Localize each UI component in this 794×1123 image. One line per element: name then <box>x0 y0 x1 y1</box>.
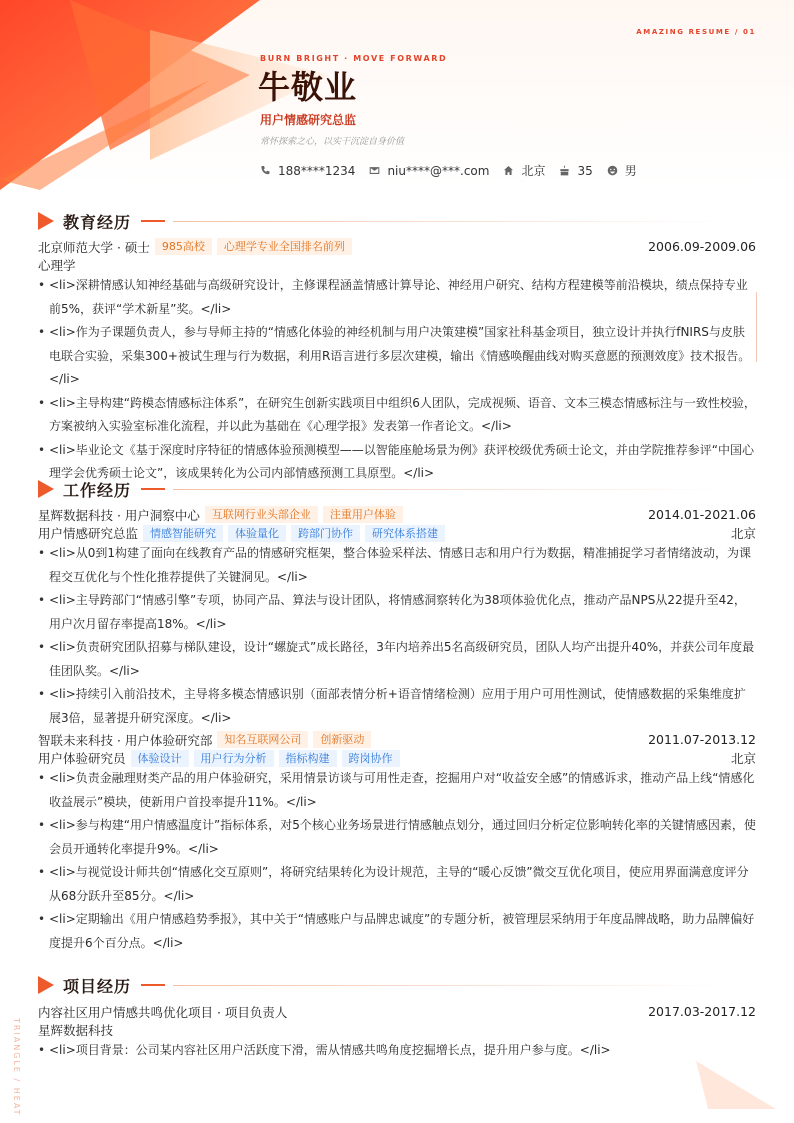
age-text: 35 <box>577 163 593 178</box>
phone-text: 188****1234 <box>278 163 356 178</box>
major-line <box>38 256 756 274</box>
major: 心理学 <box>38 258 76 273</box>
triangle-icon <box>38 976 54 994</box>
title-dash <box>141 488 165 490</box>
project-entry-header <box>38 1002 756 1021</box>
gender-text: 男 <box>624 164 637 178</box>
project-bullets <box>38 1039 756 1063</box>
mail-icon <box>369 165 380 176</box>
list-item: • <li>与视觉设计师共创“情感化交互原则”，将研究结果转化为设计规范，主导的“暖心反馈”微交互优化项目，使应用界面满意度评分从68分跃升至85分。</li> <box>38 861 756 908</box>
list-item: • <li>主导构建“跨模态情感标注体系”，在研究生创新实践项目中组织6人团队，完成视频、语音、文本三模态情感标注与一致性校验，方案被纳入实验室标准化流程，并以此为基础在《心理学报》发表第一作者论文。</li> <box>38 392 756 439</box>
list-item: • <li>从0到1构建了面向在线教育产品的情感研究框架，整合体验采样法、情感日志和用户行为数据，精准捕捉学习者情绪波动，为课程交互优化与个性化推荐提供了关键洞见。</li> <box>38 542 756 589</box>
side-label: TRIANGLE / HEAT <box>12 1018 21 1117</box>
skill-tag: 用户行为分析 <box>194 750 274 767</box>
section-title: 项目经历 <box>63 976 132 996</box>
list-item: • <li>持续引入前沿技术，主导将多模态情感识别（面部表情分析+语音情绪检测）应用于用户可用性测试，使情感数据的采集维度扩展3倍，显著提升研究深度。</li> <box>38 683 756 730</box>
contact-email <box>369 164 489 178</box>
role-line <box>38 749 756 767</box>
date-range: 2017.03-2017.12 <box>648 1004 756 1019</box>
contact-phone <box>260 164 355 178</box>
list-item: • <li>项目背景：公司某内容社区用户活跃度下滑，需从情感共鸣角度挖掘增长点，提升用户参与度。</li> <box>38 1039 756 1063</box>
title-dash <box>141 984 165 986</box>
contact-list <box>260 162 651 179</box>
cake-icon <box>559 165 570 176</box>
list-item: • <li>主导跨部门“情感引擎”专项，协同产品、算法与设计团队，将情感洞察转化为38项体验优化点，推动产品NPS从22提升至42，用户次月留存率提高18%。</li> <box>38 589 756 636</box>
project-section <box>38 975 756 1063</box>
company-tag: 创新驱动 <box>313 731 371 748</box>
skill-tag: 跨部门协作 <box>291 525 360 542</box>
list-item: • <li>深耕情感认知神经基础与高级研究设计，主修课程涵盖情感计算导论、神经用户研究、结构方程建模等前沿模块，绩点保持专业前5%，获评“学术新星”奖。</li> <box>38 274 756 321</box>
skill-tag: 跨岗协作 <box>342 750 400 767</box>
education-bullets <box>38 274 756 486</box>
city-text: 北京 <box>521 164 546 178</box>
role-title: 用户情感研究总监 <box>38 526 139 541</box>
list-item: • <li>定期输出《用户情感趋势季报》，其中关于“情感账户与品牌忠诚度”的专题分析，被管理层采纳用于年度品牌战略，助力品牌偏好度提升6个百分点。</li> <box>38 908 756 955</box>
skill-tag: 指标构建 <box>279 750 337 767</box>
skill-tag: 研究体系搭建 <box>365 525 445 542</box>
corner-tag: AMAZING RESUME / 01 <box>636 28 756 36</box>
education-entry-header <box>38 237 756 256</box>
school-tag: 985高校 <box>155 238 212 255</box>
contact-age <box>559 164 592 178</box>
motto: BURN BRIGHT · MOVE FORWARD <box>260 54 448 63</box>
school-tag: 心理学专业全国排名前列 <box>217 238 352 255</box>
section-header <box>38 479 756 499</box>
work-bullets <box>38 542 756 730</box>
corner-decoration <box>696 1061 776 1111</box>
section-title: 教育经历 <box>63 212 132 232</box>
tagline: 常怀探索之心，以实干沉淀自身价值 <box>260 137 405 147</box>
list-item: • <li>作为子课题负责人，参与导师主持的“情感化体验的神经机制与用户决策建模”国家社科基金项目，独立设计并执行fNIRS与皮肤电联合实验，采集300+被试生理与行为数据，利用R语言进行多层次建模，输出《情感唤醒曲线对购买意愿的预测效度》技术报告。</li> <box>38 321 756 392</box>
list-item: • <li>参与构建“用户情感温度计”指标体系，对5个核心业务场景进行情感触点划分，通过回归分析定位影响转化率的关键情感因素，使会员开通转化率提升9%。</li> <box>38 814 756 861</box>
list-item: • <li>负责金融理财类产品的用户体验研究，采用情景访谈与可用性走查，挖掘用户对“收益安全感”的情感诉求，推动产品上线“情感化收益展示”模块，使新用户首投率提升11%。</li> <box>38 767 756 814</box>
company-name: 星辉数据科技 · 用户洞察中心 <box>38 507 200 523</box>
role-title: 用户体验研究员 <box>38 751 126 766</box>
company-tag: 注重用户体验 <box>323 506 403 523</box>
contact-gender <box>607 162 637 179</box>
location: 北京 <box>730 751 756 766</box>
candidate-name: 牛敬业 <box>258 68 358 106</box>
work-entry-header <box>38 730 756 749</box>
company-tag: 知名互联网公司 <box>217 731 308 748</box>
skill-tag: 体验设计 <box>131 750 189 767</box>
skill-tag: 体验量化 <box>228 525 286 542</box>
title-dash <box>141 220 165 222</box>
skill-tag: 情感智能研究 <box>143 525 223 542</box>
section-header <box>38 975 756 995</box>
work-bullets <box>38 767 756 955</box>
date-range: 2014.01-2021.06 <box>648 507 756 522</box>
section-title: 工作经历 <box>63 480 132 500</box>
title-rule <box>173 221 726 222</box>
project-org: 星辉数据科技 <box>38 1023 114 1038</box>
date-range: 2011.07-2013.12 <box>648 732 756 747</box>
project-name: 内容社区用户情感共鸣优化项目 · 项目负责人 <box>38 1004 288 1020</box>
title-rule <box>173 985 726 986</box>
list-item: • <li>负责研究团队招募与梯队建设，设计“螺旋式”成长路径，3年内培养出5名高级研究员，团队人均产出提升40%，并获公司年度最佳团队奖。</li> <box>38 636 756 683</box>
work-entry-header <box>38 505 756 524</box>
location: 北京 <box>730 526 756 541</box>
job-title: 用户情感研究总监 <box>260 113 357 127</box>
company-name: 智联未来科技 · 用户体验研究部 <box>38 732 213 748</box>
project-org-line <box>38 1021 756 1039</box>
triangle-icon <box>38 212 54 230</box>
edge-marker <box>756 292 757 362</box>
resume-header <box>0 0 794 190</box>
phone-icon <box>260 165 271 176</box>
section-header <box>38 211 756 231</box>
company-tag: 互联网行业头部企业 <box>205 506 318 523</box>
school-name: 北京师范大学 · 硕士 <box>38 239 150 255</box>
role-line <box>38 524 756 542</box>
education-section <box>38 211 756 486</box>
smile-icon <box>607 165 618 176</box>
title-rule <box>173 489 726 490</box>
contact-city <box>503 162 545 179</box>
triangle-icon <box>38 480 54 498</box>
work-section <box>38 479 756 955</box>
email-text: niu****@***.com <box>387 163 490 178</box>
list-item: • <li>毕业论文《基于深度时序特征的情感体验预测模型——以智能座舱场景为例》获评校级优秀硕士论文，并由学院推荐参评“中国心理学会优秀硕士论文”，该成果转化为公司内部情感预测工具原型。</li> <box>38 439 756 486</box>
date-range: 2006.09-2009.06 <box>648 239 756 254</box>
home-icon <box>503 165 514 176</box>
